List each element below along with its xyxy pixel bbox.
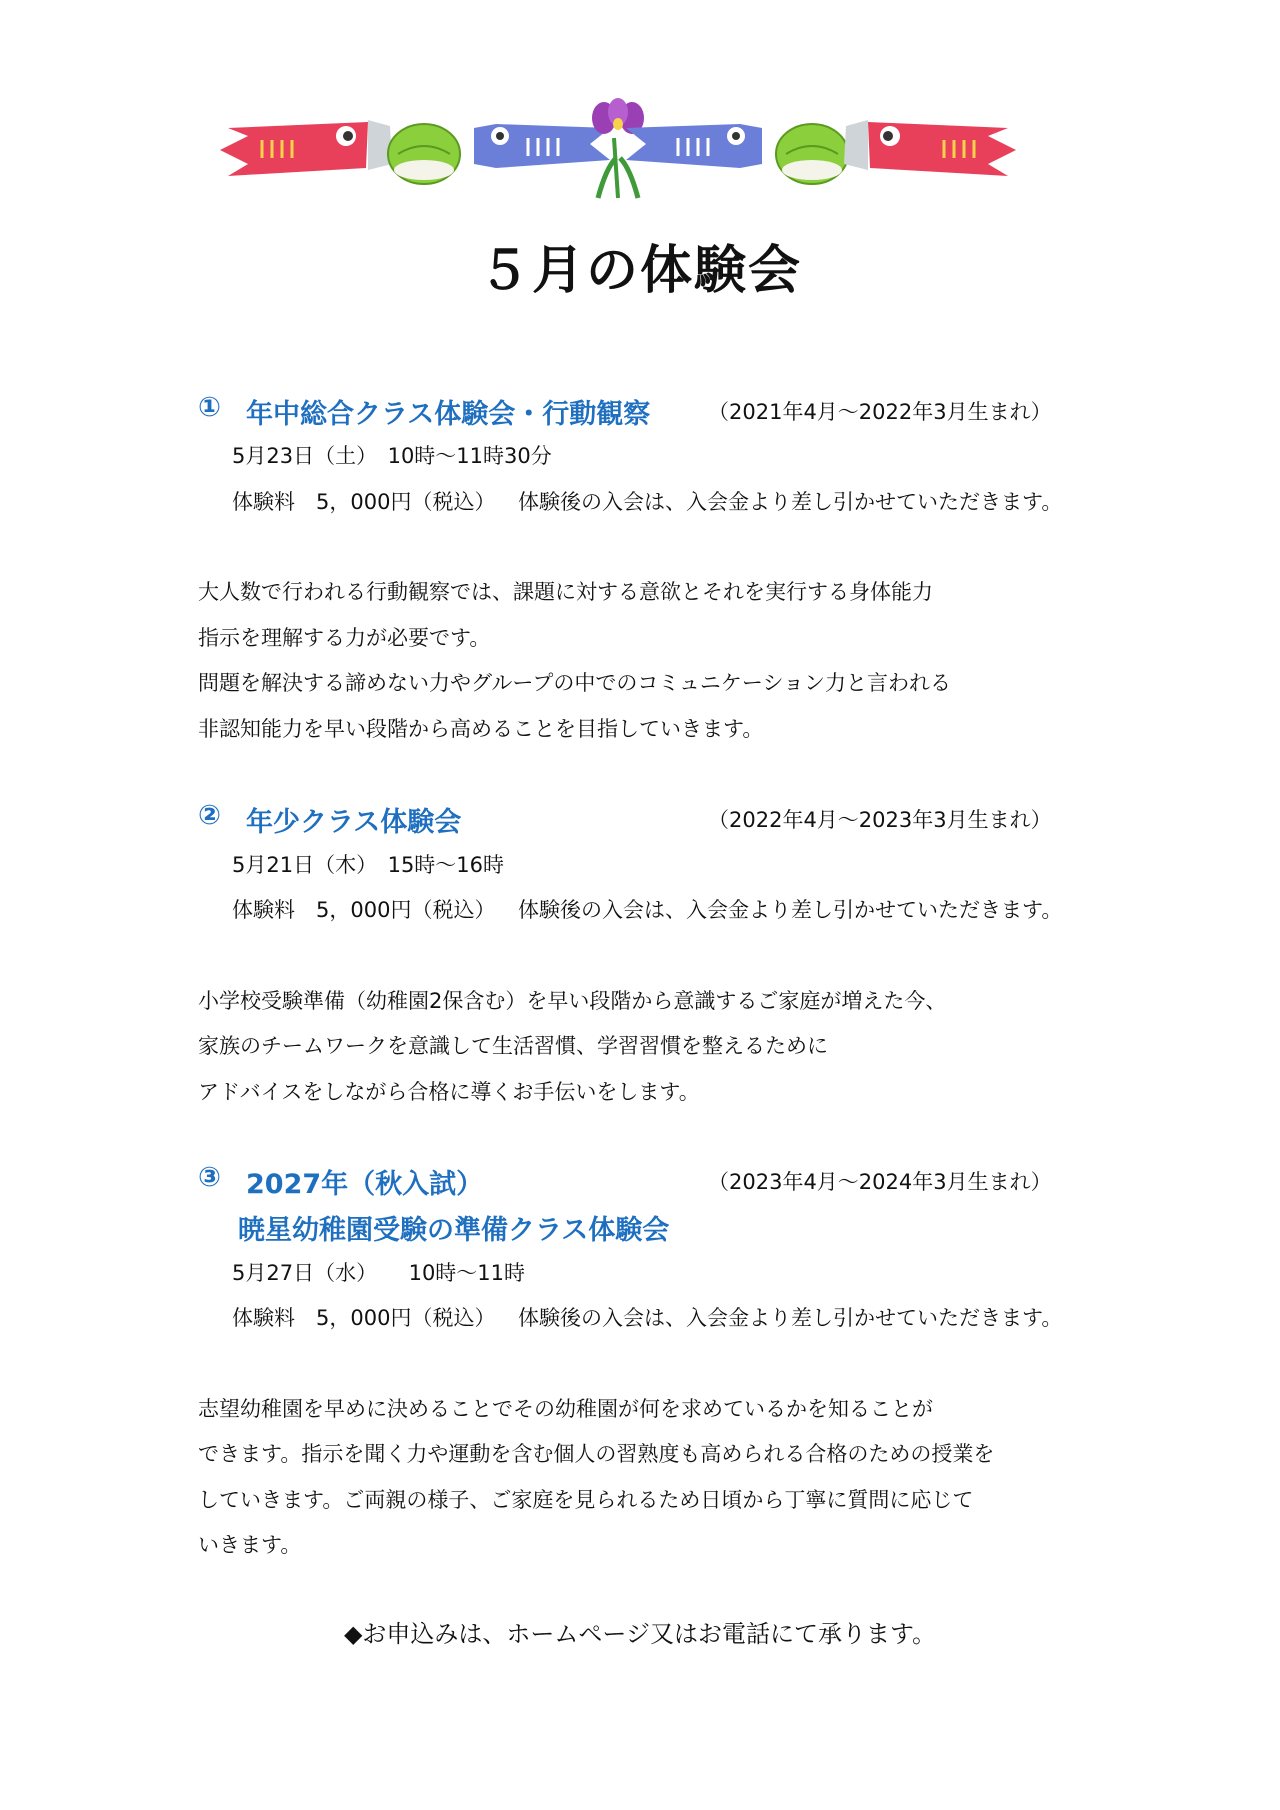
section-title: 2027年（秋入試） bbox=[246, 1169, 484, 1200]
koinobori-banner bbox=[218, 98, 1018, 202]
section-2-description-line: 小学校受験準備（幼稚園2保含む）を早い段階から意識するご家庭が増えた今、 bbox=[198, 989, 947, 1013]
koinobori-blue-icon bbox=[626, 124, 762, 168]
section-3-description-line: いきます。 bbox=[198, 1533, 302, 1557]
section-3-date-time: 5月27日（水） 10時～11時 bbox=[232, 1261, 526, 1285]
section-3-description-line: していきます。ご両親の様子、ご家庭を見られるため日頃から丁寧に質問に応じて bbox=[198, 1488, 974, 1512]
application-note: ◆お申込みは、ホームページ又はお電話にて承ります。 bbox=[343, 1620, 937, 1648]
section-number: ② bbox=[198, 800, 221, 831]
section-1-fee-note: 体験後の入会は、入会金より差し引かせていただきます。 bbox=[518, 490, 1063, 514]
iris-flower-icon bbox=[592, 98, 644, 198]
page-title: ５月の体験会 bbox=[477, 241, 802, 301]
section-2-description-line: アドバイスをしながら合格に導くお手伝いをします。 bbox=[198, 1080, 700, 1104]
section-3-heading bbox=[198, 1162, 1098, 1202]
kashiwa-mochi-icon bbox=[776, 124, 848, 184]
section-number: ① bbox=[198, 392, 221, 423]
section-2-description-line: 家族のチームワークを意識して生活習慣、学習習慣を整えるために bbox=[198, 1034, 828, 1058]
section-title: 年中総合クラス体験会・行動観察 bbox=[246, 399, 651, 430]
section-3-description-line: できます。指示を聞く力や運動を含む個人の習熟度も高められる合格のための授業を bbox=[198, 1442, 995, 1466]
section-number: ③ bbox=[198, 1162, 221, 1193]
section-2-fee: 体験料 5，000円（税込） bbox=[232, 898, 496, 922]
birth-range: （2021年4月～2022年3月生まれ） bbox=[708, 400, 1052, 424]
section-1-date-time: 5月23日（土） 10時～11時30分 bbox=[232, 444, 552, 468]
section-1-fee: 体験料 5，000円（税込） bbox=[232, 490, 496, 514]
section-2-date-time: 5月21日（木） 15時～16時 bbox=[232, 853, 505, 877]
kashiwa-mochi-icon bbox=[388, 124, 460, 184]
koinobori-red-icon bbox=[844, 120, 1016, 176]
section-1-description-line: 非認知能力を早い段階から高めることを目指していきます。 bbox=[198, 717, 764, 741]
section-1-heading bbox=[198, 392, 1098, 432]
section-3-description-line: 志望幼稚園を早めに決めることでその幼稚園が何を求めているかを知ることが bbox=[198, 1397, 933, 1421]
section-3-subtitle: 暁星幼稚園受験の準備クラス体験会 bbox=[238, 1215, 670, 1246]
section-2-fee-note: 体験後の入会は、入会金より差し引かせていただきます。 bbox=[518, 898, 1063, 922]
section-1-description-line: 指示を理解する力が必要です。 bbox=[198, 626, 491, 650]
koinobori-blue-icon bbox=[474, 124, 610, 168]
section-title: 年少クラス体験会 bbox=[246, 807, 462, 838]
section-1-description-line: 大人数で行われる行動観察では、課題に対する意欲とそれを実行する身体能力 bbox=[198, 580, 933, 604]
birth-range: （2022年4月～2023年3月生まれ） bbox=[708, 808, 1052, 832]
section-1-description-line: 問題を解決する諦めない力やグループの中でのコミュニケーション力と言われる bbox=[198, 671, 952, 695]
koinobori-red-icon bbox=[220, 120, 392, 176]
birth-range: （2023年4月～2024年3月生まれ） bbox=[708, 1170, 1052, 1194]
section-3-fee: 体験料 5，000円（税込） bbox=[232, 1306, 496, 1330]
section-2-heading bbox=[198, 800, 1098, 840]
section-3-fee-note: 体験後の入会は、入会金より差し引かせていただきます。 bbox=[518, 1306, 1063, 1330]
